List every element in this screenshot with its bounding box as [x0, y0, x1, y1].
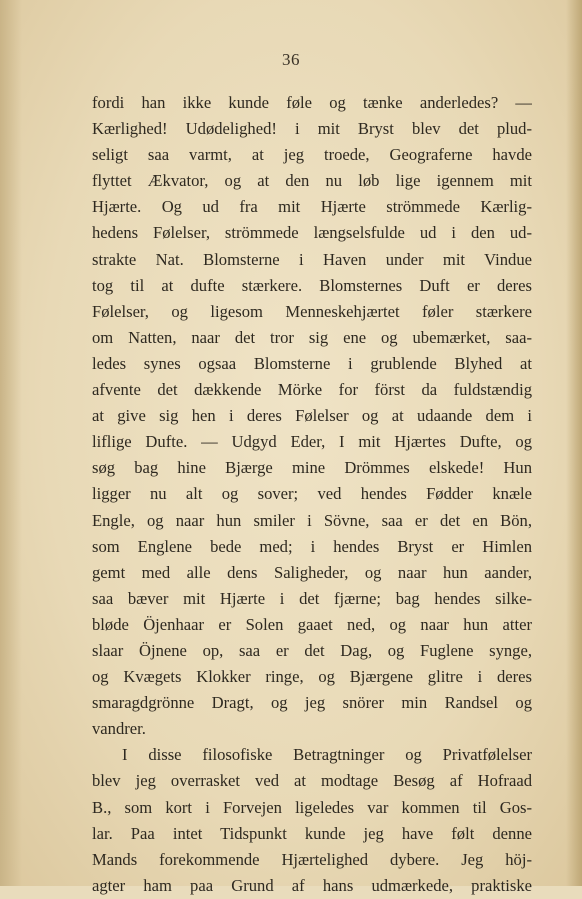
text-line: tog til at dufte stærkere. Blomsternes Duft er deres	[92, 275, 532, 295]
text-line: Følelser, og ligesom Menneskehjærtet føler stærkere	[92, 301, 532, 321]
text-line: fordi han ikke kunde føle og tænke anderledes? —	[92, 93, 532, 112]
text-line: strakte Nat. Blomsterne i Haven under mit Vindue	[92, 249, 532, 269]
text-line: lar. Paa intet Tidspunkt kunde jeg have følt denne	[92, 823, 532, 843]
page-edge-shadow-right	[566, 0, 582, 886]
text-line: ligger nu alt og sover; ved hendes Fødder knæle	[92, 484, 532, 504]
text-line: om Natten, naar det tror sig ene og ubemærket, saa-	[92, 327, 532, 347]
text-line: bløde Öjenhaar er Solen gaaet ned, og naar hun atter	[92, 614, 532, 634]
text-line: afvente det dækkende Mörke for först da fuldstændig	[92, 380, 532, 400]
page-edge-shadow-left	[0, 0, 22, 886]
text-line: agter ham paa Grund af hans udmærkede, praktiske	[92, 875, 532, 895]
text-line: Kærlighed! Udødelighed! i mit Bryst blev det plud-	[92, 119, 532, 139]
text-line: flyttet Ækvator, og at den nu løb lige igennem mit	[92, 171, 532, 191]
text-line: blev jeg overrasket ved at modtage Besøg af Hofraad	[92, 771, 532, 791]
text-line: hedens Følelser, strömmede længselsfulde ud i den ud-	[92, 223, 532, 243]
text-line: søg bag hine Bjærge mine Drömmes elskede! Hun	[92, 458, 532, 478]
text-line: saa bæver mit Hjærte i det fjærne; bag hendes silke-	[92, 588, 532, 608]
text-line: og Kvægets Klokker ringe, og Bjærgene glitre i deres	[92, 667, 532, 687]
text-line: Mands forekommende Hjærtelighed dybere. Jeg höj-	[92, 849, 532, 869]
text-line: vandrer.	[92, 719, 146, 739]
text-line: at give sig hen i deres Følelser og at udaande dem i	[92, 406, 532, 426]
page-number: 36	[282, 50, 300, 69]
text-line: som Englene bede med; i hendes Bryst er Himlen	[92, 536, 532, 556]
text-line: gemt med alle dens Saligheder, og naar hun aander,	[92, 562, 532, 582]
text-line: B., som kort i Forvejen ligeledes var kommen til Gos-	[92, 797, 532, 817]
text-line: Hjærte. Og ud fra mit Hjærte strömmede Kærlig-	[92, 197, 532, 217]
text-line: ledes synes ogsaa Blomsterne i grublende Blyhed at	[92, 353, 532, 373]
text-line: slaar Öjnene op, saa er det Dag, og Fuglene synge,	[92, 640, 532, 660]
text-line: Engle, og naar hun smiler i Sövne, saa er det en Bön,	[92, 510, 532, 530]
text-line: smaragdgrönne Dragt, og jeg snörer min Randsel og	[92, 693, 532, 713]
text-line: seligt saa varmt, at jeg troede, Geograferne havde	[92, 145, 532, 165]
text-line: liflige Dufte. — Udgyd Eder, I mit Hjærtes Dufte, og	[92, 432, 532, 452]
text-line: I disse filosofiske Betragtninger og Privatfølelser	[122, 745, 532, 765]
body-text	[92, 90, 532, 899]
